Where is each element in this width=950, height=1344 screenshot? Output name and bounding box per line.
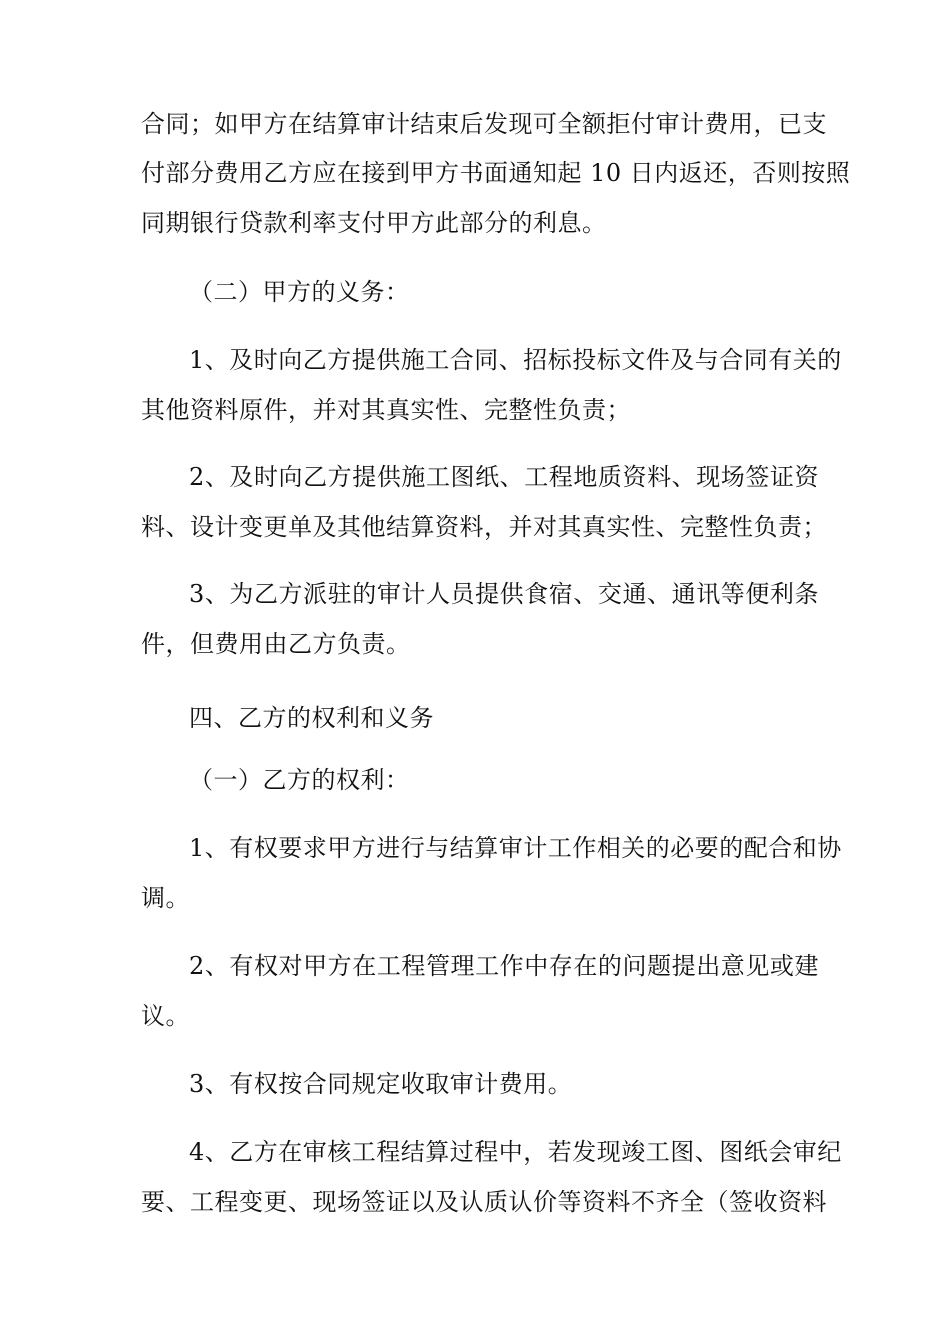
text-line: 4、乙方在审核工程结算过程中，若发现竣工图、图纸会审纪 [189,1138,842,1166]
text-line: 议。 [141,1002,190,1030]
text-line: 要、工程变更、现场签证以及认质认价等资料不齐全（签收资料 [141,1188,827,1216]
text-line: 3、为乙方派驻的审计人员提供食宿、交通、通讯等便利条 [189,580,819,608]
text-line: 3、有权按合同规定收取审计费用。 [189,1070,573,1098]
text-line: 1、有权要求甲方进行与结算审计工作相关的必要的配合和协 [189,834,842,862]
chapter-heading: 四、乙方的权利和义务 [189,704,434,732]
text-line: 同期银行贷款利率支付甲方此部分的利息。 [141,209,607,237]
text-line: 付部分费用乙方应在接到甲方书面通知起 10 日内返还，否则按照 [141,159,851,187]
text-line: 2、及时向乙方提供施工图纸、工程地质资料、现场签证资 [189,463,819,491]
text-line: 调。 [141,884,190,912]
text-line: 料、设计变更单及其他结算资料，并对其真实性、完整性负责； [141,513,827,541]
text-line: 2、有权对甲方在工程管理工作中存在的问题提出意见或建 [189,952,819,980]
section-heading: （二）甲方的义务： [189,278,410,306]
section-heading: （一）乙方的权利： [189,766,410,794]
text-line: 合同；如甲方在结算审计结束后发现可全额拒付审计费用，已支 [141,110,827,138]
text-line: 其他资料原件，并对其真实性、完整性负责； [141,396,631,424]
text-line: 1、及时向乙方提供施工合同、招标投标文件及与合同有关的 [189,346,842,374]
text-line: 件，但费用由乙方负责。 [141,630,411,658]
